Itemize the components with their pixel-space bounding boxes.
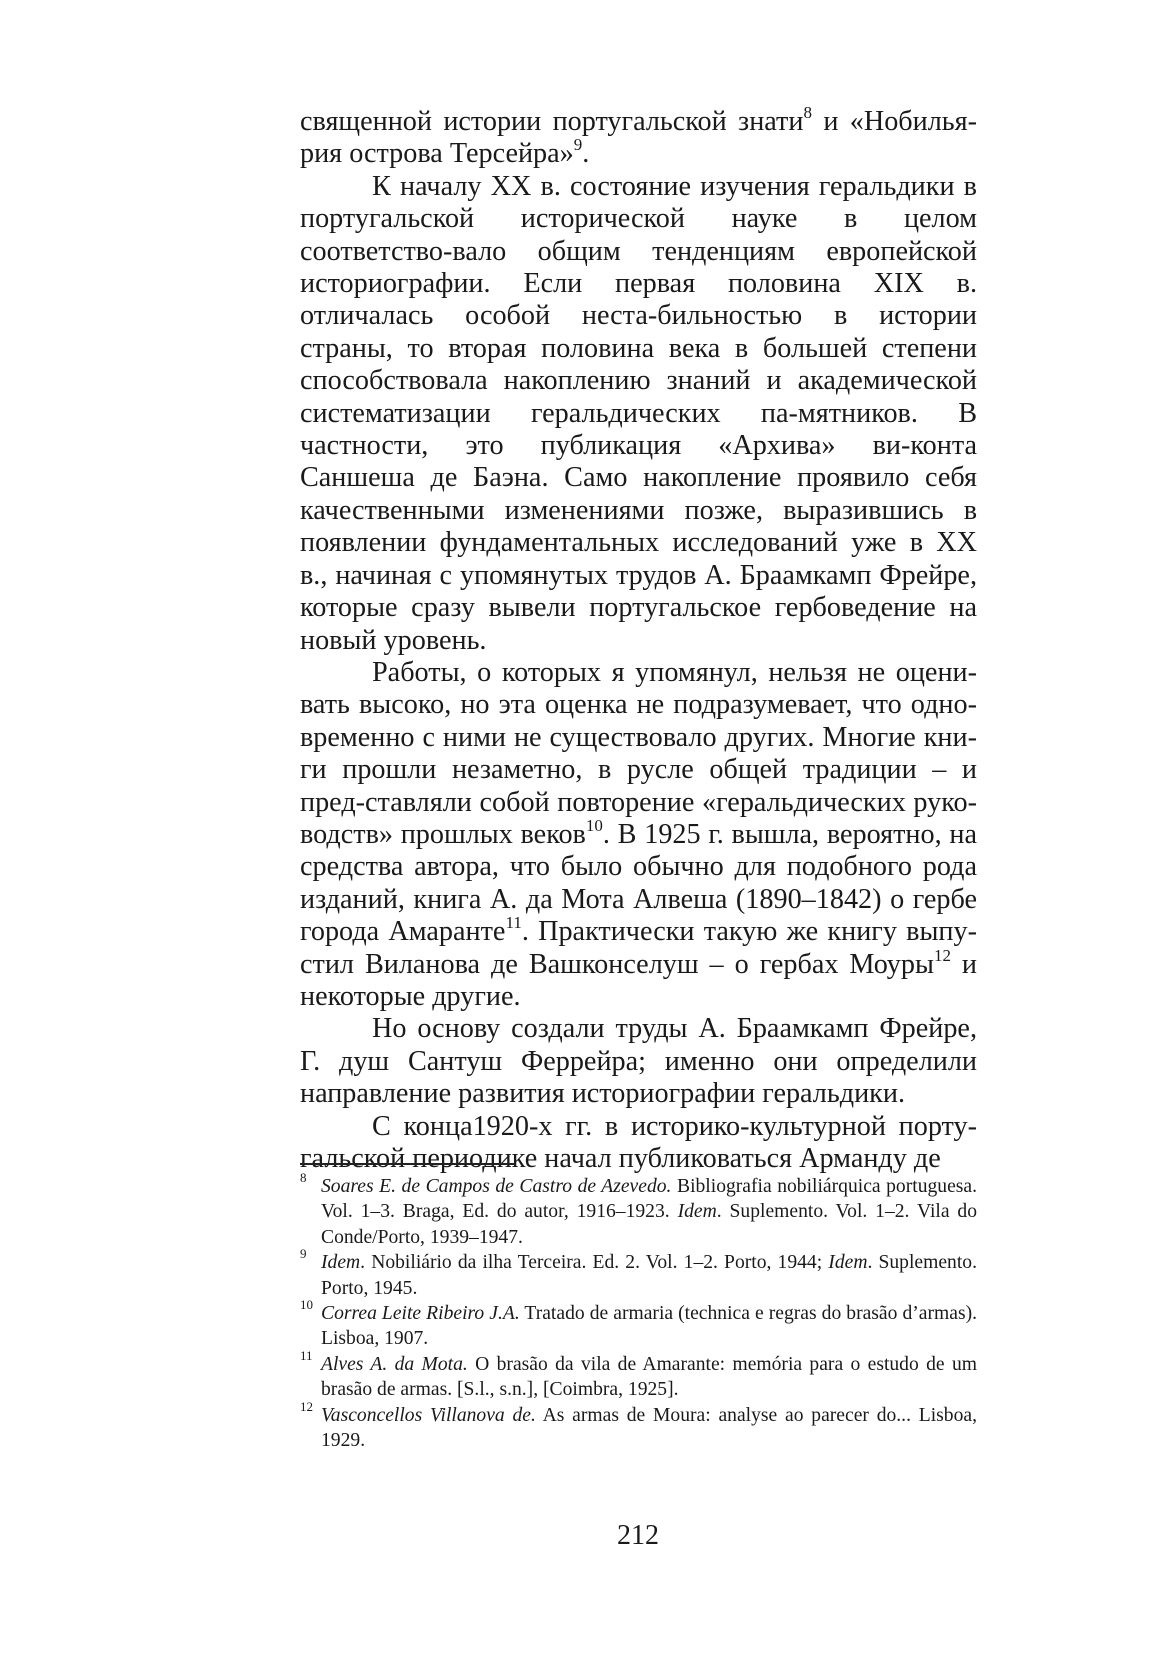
text-run: .: [582, 138, 590, 170]
footnote-author: Idem: [677, 1201, 717, 1223]
footnote-author: Soares E. de Campos de Castro de Azevedo.: [321, 1176, 672, 1197]
footnote: [300, 1398, 977, 1454]
page-number: 212: [617, 1520, 659, 1551]
paragraph: [300, 1013, 977, 1110]
footnote: [300, 1297, 978, 1352]
text-run: К началу XX в. состояние изучения геральдики в португальской исторической науке в целом соответство-вало общим тенденциям европейской историографии. Если первая половина XIX в. отличалась особой неста-бильностью в истории страны, то вторая половина века в большей степени способствовала накоплению знаний и академической систематизации геральдических па-мятников. В частности, это публикация «Архива» ви-конта Саншеша де Баэна. Само накопление проявило себя качественными изменениями позже, выразившись в появлении фундаментальных исследований уже в XX в., начиная с упомянутых трудов А. Браамкамп Фрейре, которые сразу вывели португальское гербоведение на новый уровень.: [300, 170, 977, 656]
text-run: . Suplemento. Porto, 1945.: [321, 1252, 977, 1299]
footnote-ref: 12: [933, 945, 951, 965]
footnotes: [300, 1170, 978, 1453]
text-run: Bibliografia nobiliárquica portuguesa. Vol. 1–3. Braga, Ed. do autor, 1916–1923.: [321, 1176, 978, 1223]
footnote-author: Alves A. da Mota.: [321, 1353, 468, 1375]
text-run: Tratado de armaria (technica e regras do brasão d’armas). Lisboa, 1907.: [321, 1303, 978, 1350]
footnote-number: 9: [300, 1246, 307, 1262]
paragraph: [300, 1111, 977, 1176]
footnote-author: Idem: [828, 1252, 868, 1274]
paragraph: [300, 171, 977, 657]
footnote-ref: 11: [505, 913, 522, 933]
paragraph: [300, 103, 977, 171]
footnote-author: Correa Leite Ribeiro J.A.: [321, 1303, 520, 1325]
text-run: As armas de Moura: analyse ao parecer do... Lisboa, 1929.: [321, 1404, 977, 1452]
text-run: Работы, о которых я упомянул, нельзя не оцени-вать высоко, но эта оценка не подразумевает, что одно-временно с ними не существовало других. Многие кни-ги прошли незаметно, в русле общей традиции – и пред-ставляли собой повторение «геральдических руко-водств» прошлых веков: [300, 656, 977, 850]
main-text: [300, 103, 978, 1175]
text-run: . Nobiliário da ilha Terceira. Ed. 2. Vol. 1–2. Porto, 1944;: [360, 1252, 829, 1274]
text-run: священной истории португальской знати: [300, 106, 804, 137]
text-run: O brasão da vila de Amarante: memória para o estudo de um brasão de armas. [S.l., s.n.], [Coimbra, 1925].: [321, 1353, 977, 1401]
footnote-separator: [300, 1163, 516, 1165]
footnote: [300, 1246, 977, 1301]
footnote-ref: 8: [803, 103, 812, 122]
text-run: . В 1925 г. вышла, вероятно, на средства автора, что было обычно для подобного рода изданий, книга А. да Мота Алвеша (1890–1842) о гербе города Амаранте: [300, 818, 977, 948]
paragraph: [300, 657, 977, 1013]
text-run: С конца1920-х гг. в историко-культурной порту-гальской периодике начал публиковаться Арманду де: [300, 1110, 977, 1174]
footnote-author: Vasconcellos Villanova de.: [321, 1404, 536, 1426]
footnote-number: 8: [300, 1170, 307, 1185]
footnote: [300, 1347, 977, 1403]
text-run: и «Нобилья-рия острова Терсейра»: [300, 106, 977, 170]
footnote-number: 12: [300, 1398, 313, 1414]
footnote-number: 11: [300, 1347, 313, 1363]
footnote: [300, 1170, 978, 1250]
text-run: . Suplemento. Vol. 1–2. Vila do Conde/Porto, 1939–1947.: [321, 1201, 977, 1248]
footnote-number: 10: [300, 1297, 313, 1313]
text-run: Но основу создали труды А. Браамкамп Фрейре, Г. душ Сантуш Феррейра; именно они определили направление развития историографии геральдики.: [300, 1013, 977, 1110]
footnote-author: Idem: [321, 1252, 361, 1274]
text-run: и некоторые другие.: [300, 948, 978, 1012]
footnote-ref: 10: [585, 815, 603, 835]
footnote-ref: 9: [573, 135, 583, 155]
text-run: . Практически такую же книгу выпу-стил Виланова де Вашконселуш – о гербах Моуры: [300, 916, 977, 980]
